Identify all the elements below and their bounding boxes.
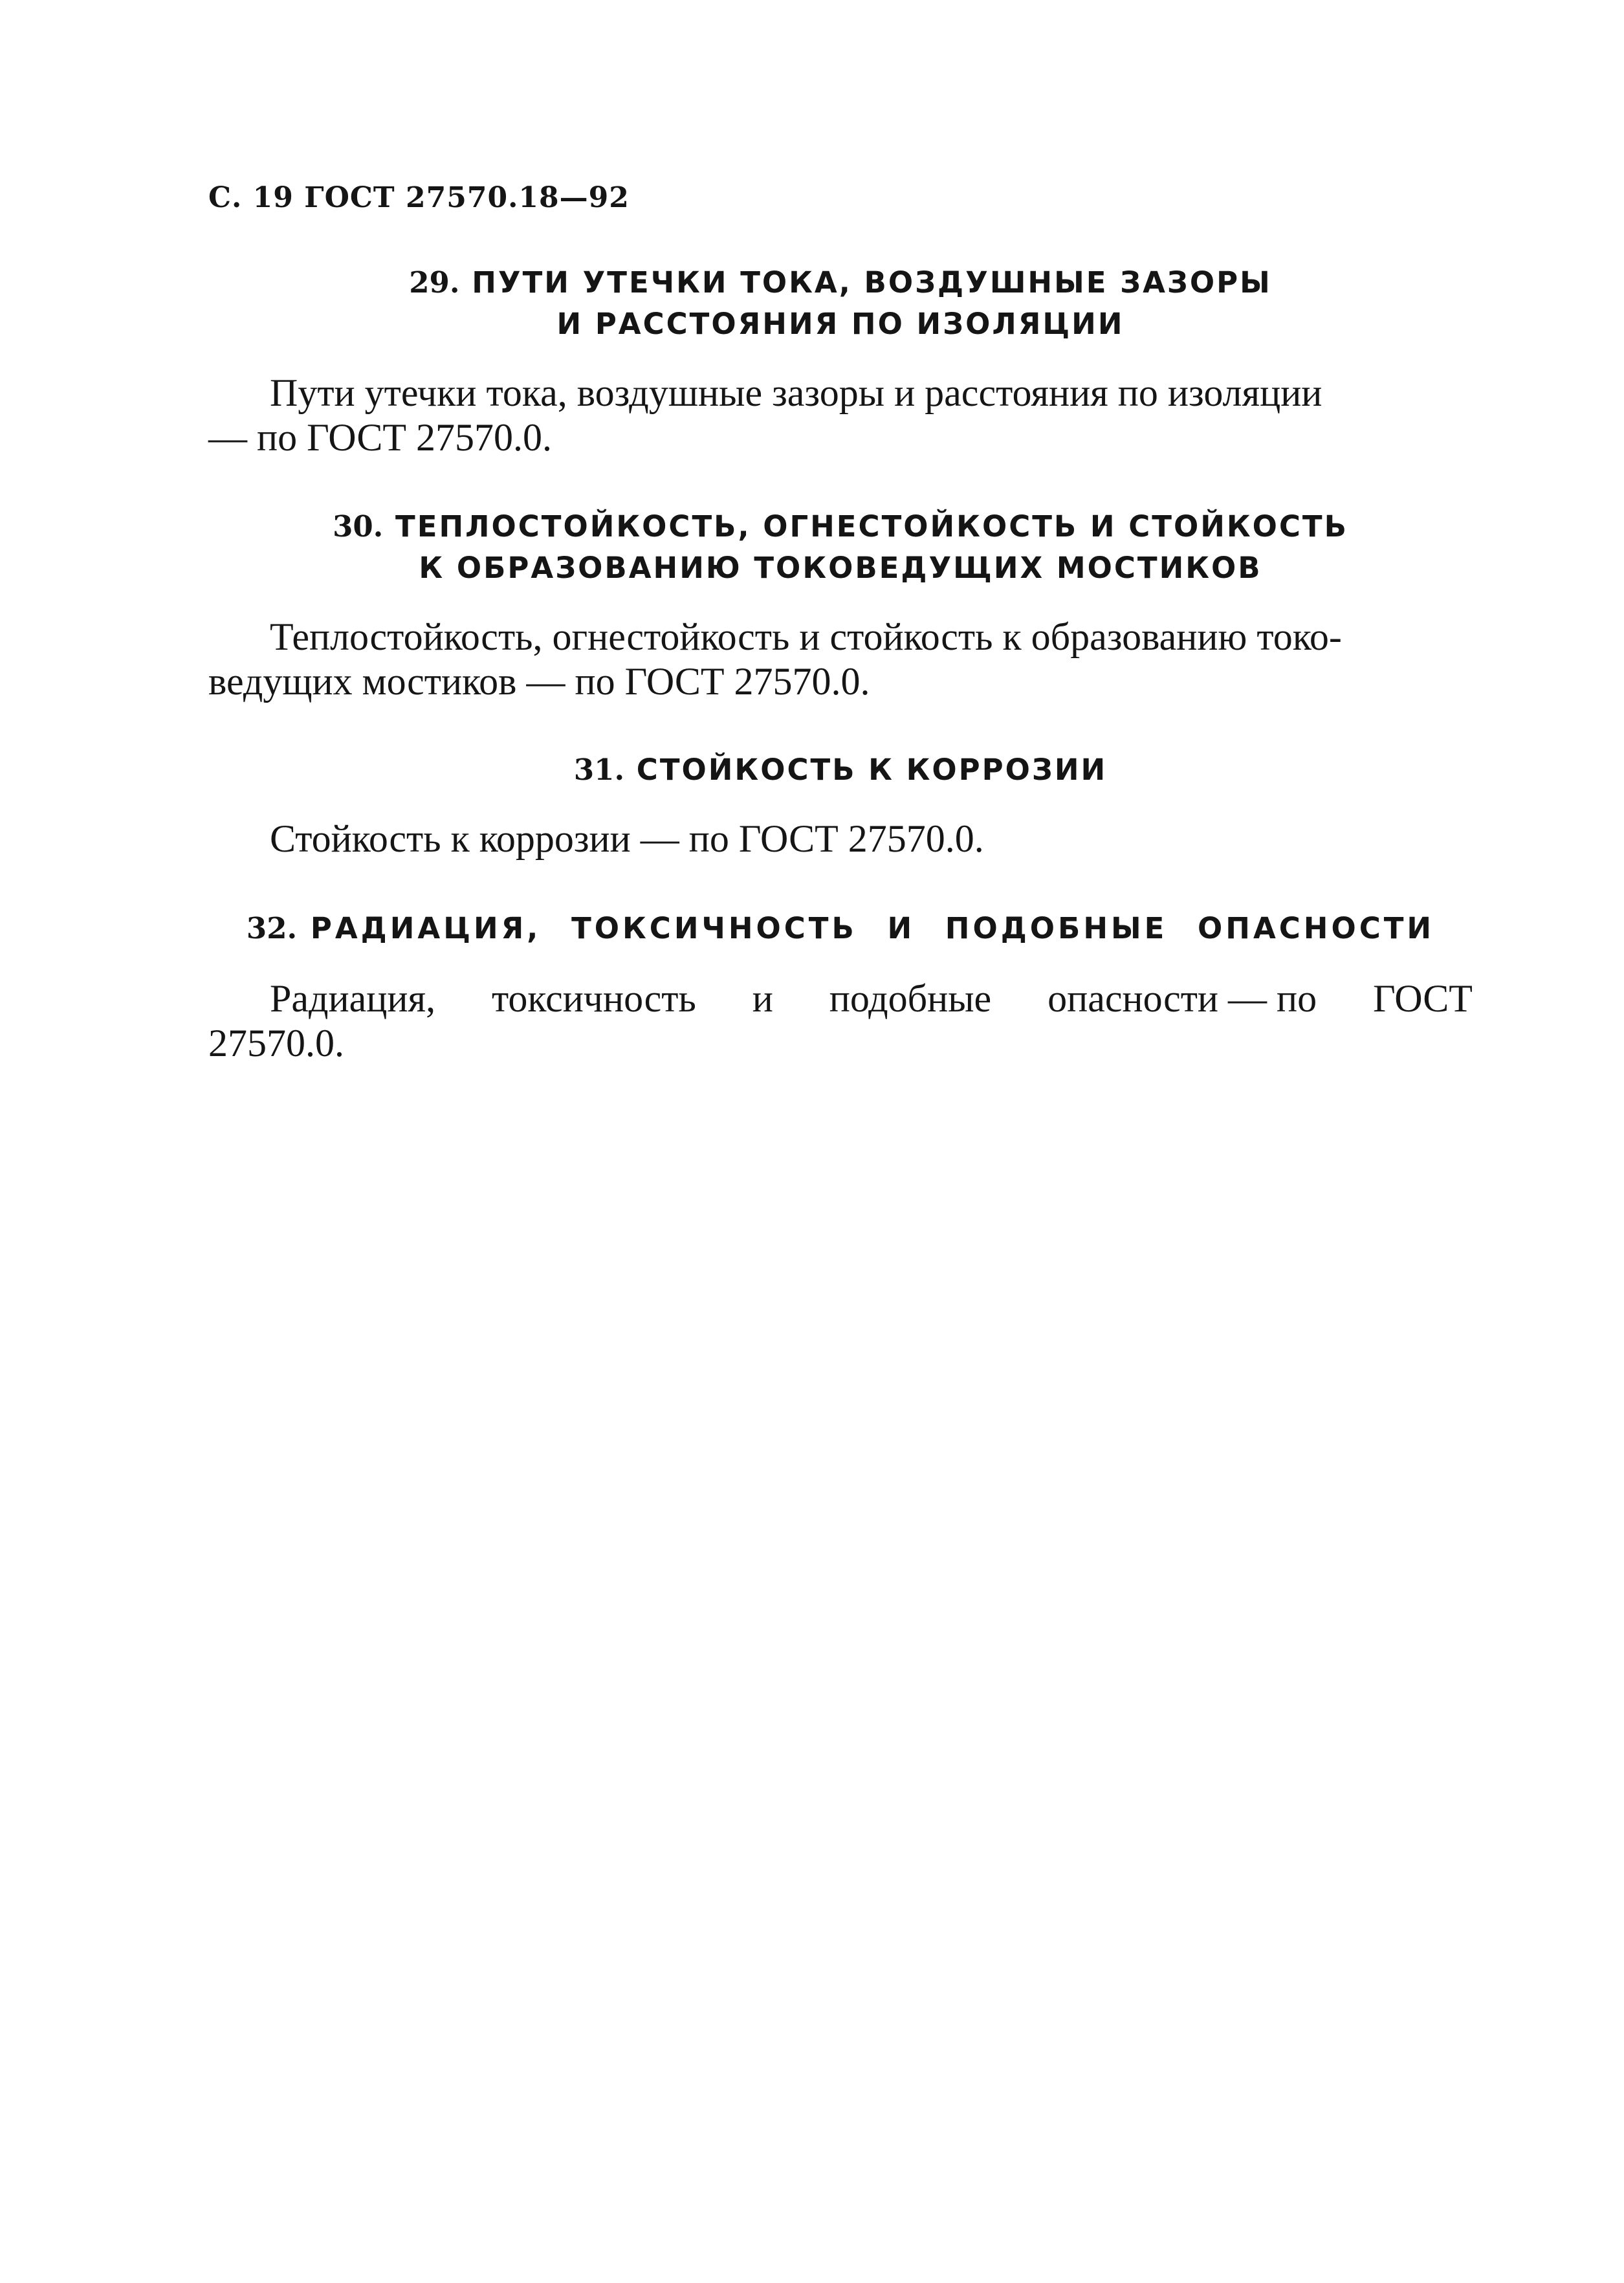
section-30-body-line-2: ведущих мостиков — по ГОСТ 27570.0. [208, 660, 870, 703]
section-30-body [208, 615, 1473, 704]
section-32-title-1: РАДИАЦИЯ, ТОКСИЧНОСТЬ И ПОДОБНЫЕ ОПАСНОСТИ [310, 911, 1435, 945]
section-30-body-line-1: Теплостойкость, огнестойкость и стойкость к образованию токо- [270, 615, 1342, 658]
section-32-word-4: подобные [829, 977, 992, 1020]
section-32-word-1: Радиация, [270, 977, 436, 1020]
section-32-body [208, 976, 1473, 1066]
section-32-body-line-1 [208, 976, 1473, 1021]
section-30-title-1: ТЕПЛОСТОЙКОСТЬ, ОГНЕСТОЙКОСТЬ И СТОЙКОСТЬ [395, 509, 1348, 544]
section-29-heading-line-2: И РАССТОЯНИЯ ПО ИЗОЛЯЦИИ [556, 307, 1125, 341]
section-30-heading-line-1 [208, 506, 1473, 547]
section-30-number: 30. [333, 509, 384, 544]
section-31-heading [208, 749, 1473, 791]
section-31-body-line-1: Стойкость к коррозии — по ГОСТ 27570.0. [270, 817, 984, 860]
section-32-word-2: токсичность [491, 977, 696, 1020]
section-32-number: 32. [246, 911, 298, 945]
section-29-heading [208, 262, 1473, 345]
section-29-title-1: ПУТИ УТЕЧКИ ТОКА, ВОЗДУШНЫЕ ЗАЗОРЫ [472, 265, 1272, 300]
section-29-body [208, 371, 1473, 460]
section-31-heading-line-1 [208, 749, 1473, 791]
section-32-word-5: опасности — по [1048, 977, 1317, 1020]
section-31-title-1: СТОЙКОСТЬ К КОРРОЗИИ [636, 753, 1108, 787]
section-29-number: 29. [409, 265, 460, 300]
section-32-heading [208, 908, 1473, 949]
section-32-heading-line-1 [208, 908, 1473, 949]
section-29-body-line-1: Пути утечки тока, воздушные зазоры и расстояния по изоляции [270, 371, 1322, 414]
section-32-word-6: ГОСТ [1373, 977, 1473, 1020]
section-32-body-line-2: 27570.0. [208, 1022, 344, 1064]
section-32-word-3: и [752, 977, 773, 1020]
section-31-body [208, 817, 1473, 861]
section-29-heading-line-1 [208, 262, 1473, 303]
page-header: С. 19 ГОСТ 27570.18—92 [208, 181, 630, 214]
section-31-number: 31. [573, 753, 625, 787]
section-30-heading-line-2: К ОБРАЗОВАНИЮ ТОКОВЕДУЩИХ МОСТИКОВ [419, 551, 1262, 585]
section-30-heading [208, 506, 1473, 589]
section-29-body-line-2: — по ГОСТ 27570.0. [208, 416, 553, 459]
